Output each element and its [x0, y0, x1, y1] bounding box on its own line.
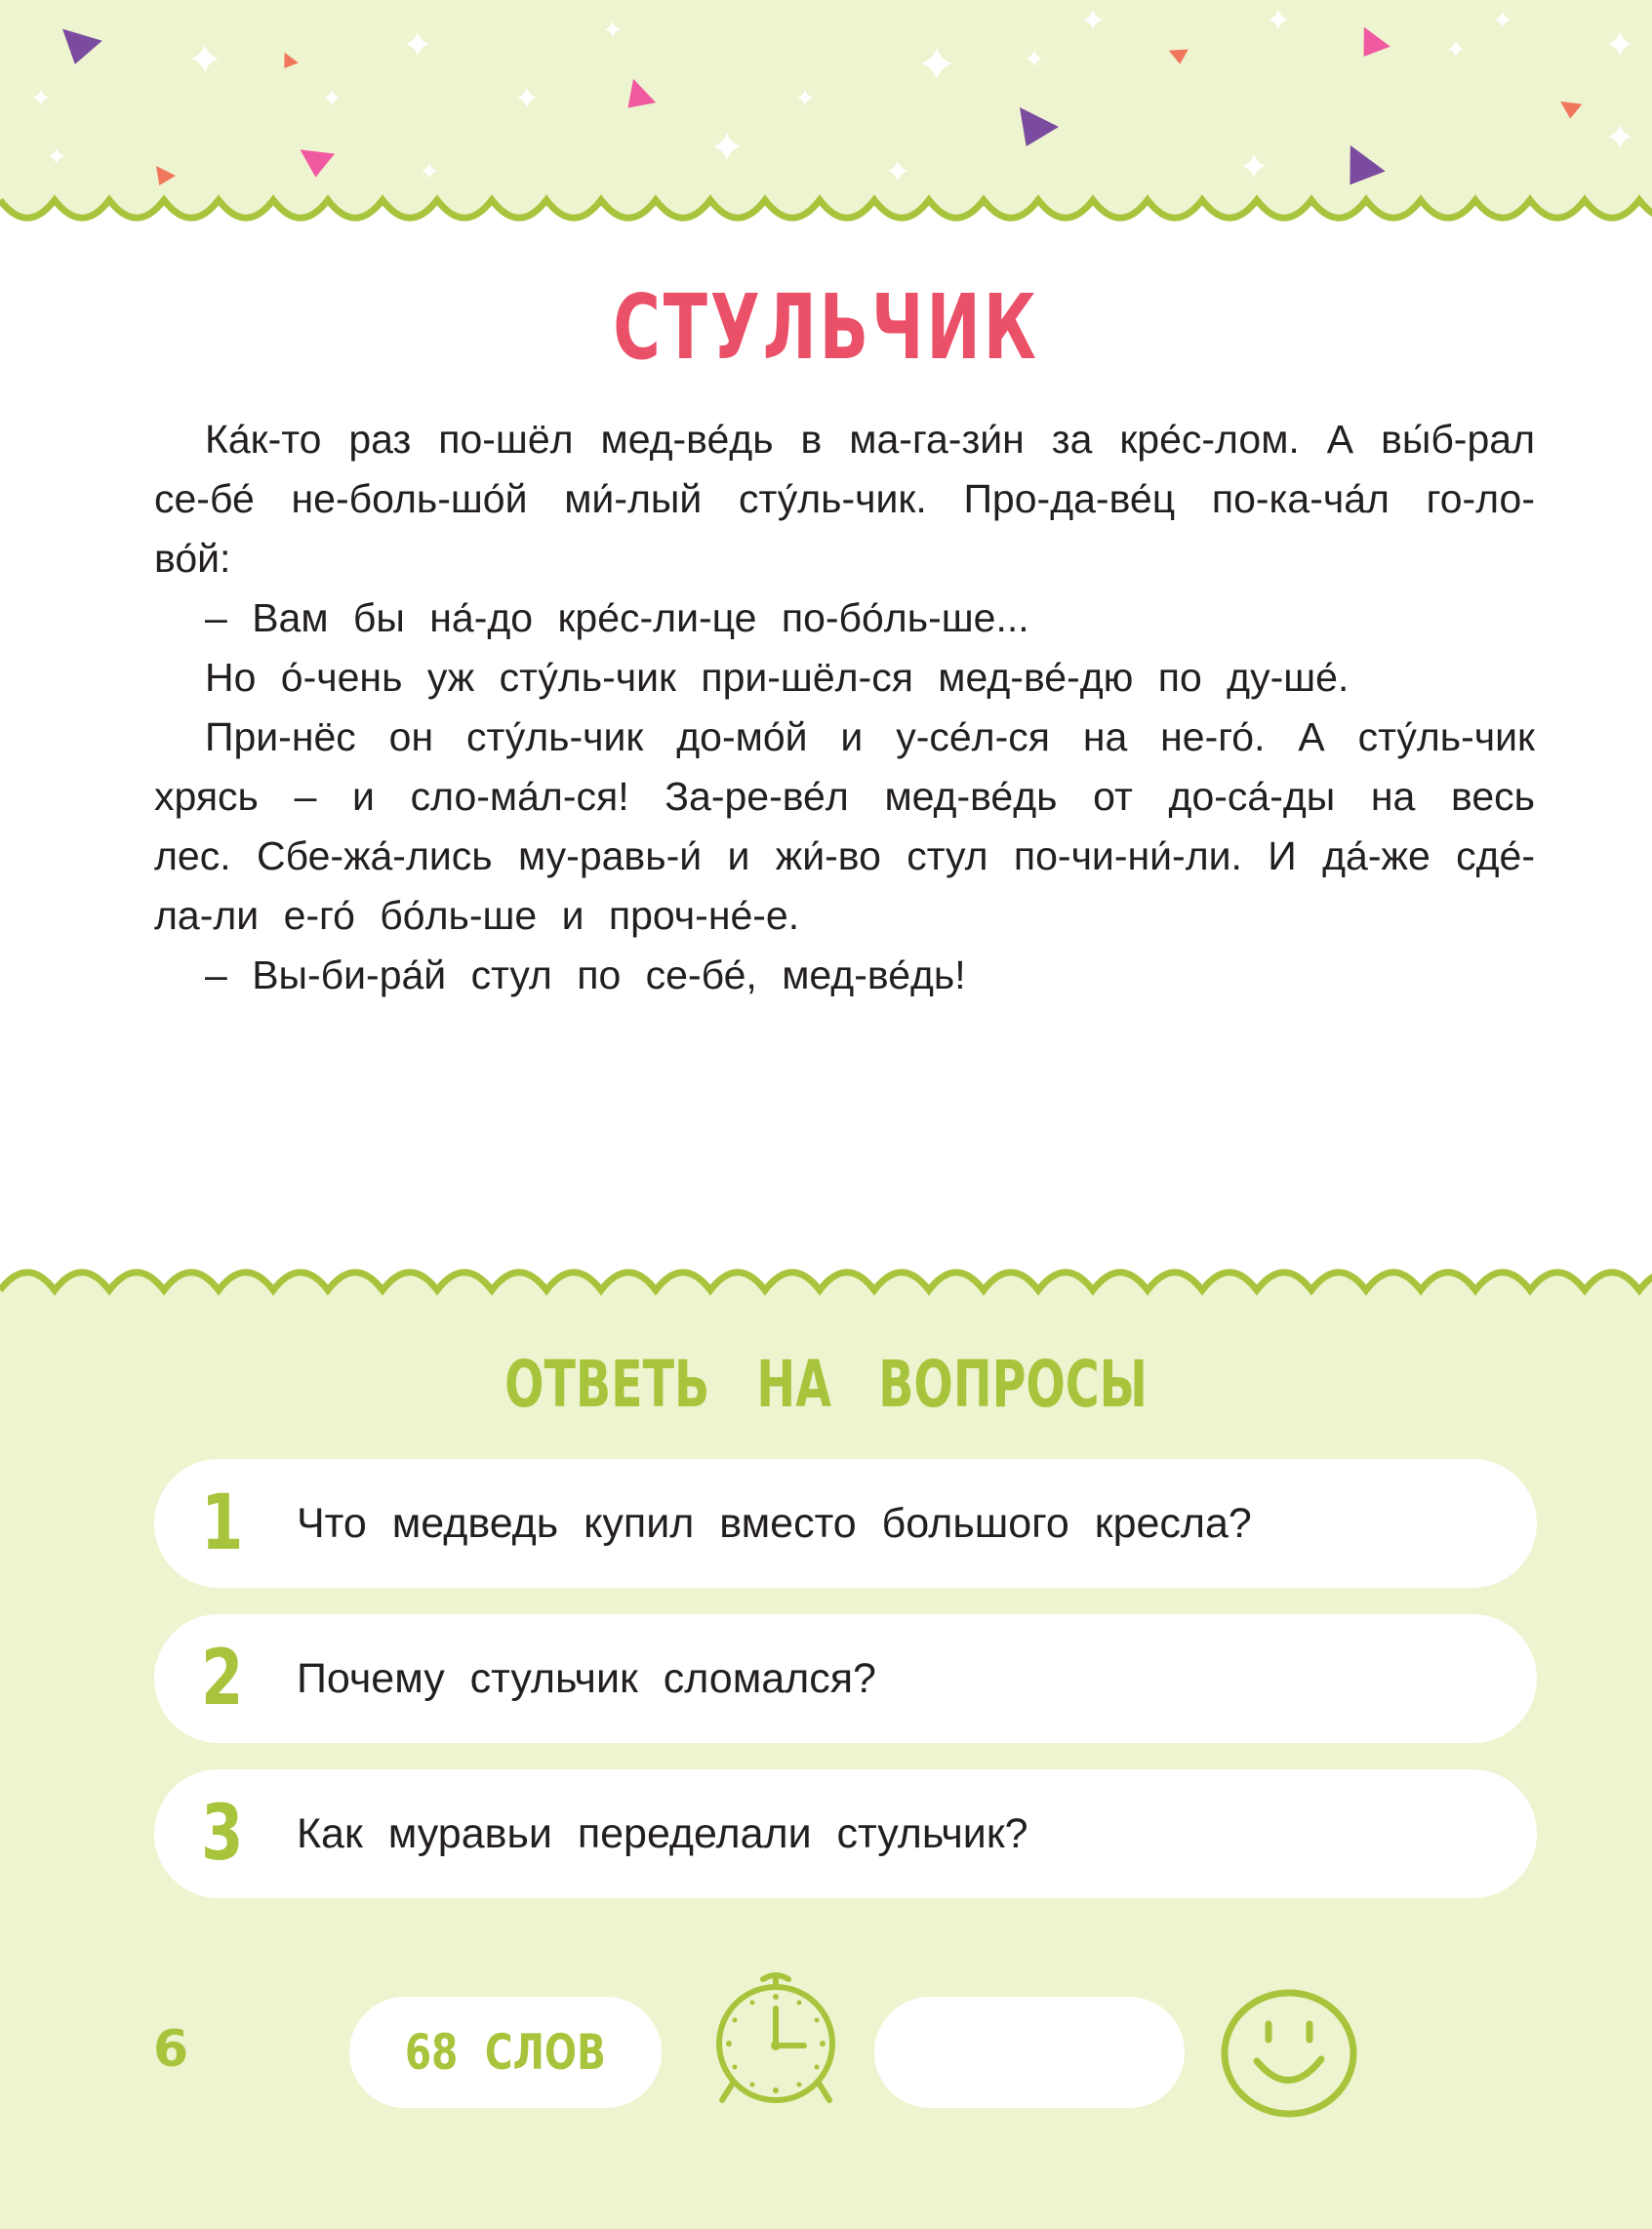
- story-title: СТУЛЬЧИК: [613, 275, 1039, 380]
- story-paragraph: – Вы-би-ра́й стул по се-бе́, мед-ве́дь!: [205, 952, 966, 997]
- reading-time-field[interactable]: [874, 1997, 1185, 2108]
- word-count-label: 68 СЛОВ: [405, 2024, 606, 2081]
- smiley-face-icon: [1218, 1985, 1360, 2127]
- question-number: 3: [201, 1790, 244, 1878]
- story-paragraph: – Вам бы на́-до кре́с-ли-це по-бо́ль-ше...: [205, 595, 1029, 640]
- word-count-badge: [349, 1997, 662, 2108]
- question-text: Почему стульчик сломался?: [297, 1655, 876, 1702]
- question-item: [154, 1459, 1537, 1588]
- top-decorative-band: [0, 0, 1652, 239]
- question-text: Что медведь купил вместо большого кресла?: [297, 1500, 1252, 1547]
- story-paragraph: Ка́к-то раз по-шёл мед-ве́дь в ма-га-зи́н за кре́с-лом. А вы́б-рал се-бе́ не-боль-шо́й ми́-лый сту́ль-чик. Про-да-ве́ц по-ка-ча́л го-ло-во́й:: [154, 417, 1535, 581]
- story-text: [154, 410, 1535, 1005]
- questions-heading: ОТВЕТЬ НА ВОПРОСЫ: [504, 1347, 1148, 1422]
- page-number: 6: [153, 2020, 189, 2079]
- story-paragraph: При-нёс он сту́ль-чик до-мо́й и у-се́л-ся на не-го́. А сту́ль-чик хрясь – и сло-ма́л-ся! За-ре-ве́л мед-ве́дь от до-са́-ды на весь лес. Сбе-жа́-лись му-равь-и́ и жи́-во стул по-чи-ни́-ли. И да́-же сде́-ла-ли е-го́ бо́ль-ше и проч-не́-е.: [154, 714, 1535, 938]
- story-paragraph: Но о́-чень уж сту́ль-чик при-шёл-ся мед-ве́-дю по ду-ше́.: [205, 655, 1350, 700]
- question-number: 2: [201, 1635, 244, 1722]
- question-number: 1: [201, 1479, 244, 1567]
- question-item: [154, 1614, 1537, 1743]
- alarm-clock-icon: [703, 1966, 849, 2117]
- question-text: Как муравьи переделали стульчик?: [297, 1810, 1028, 1857]
- question-item: [154, 1769, 1537, 1898]
